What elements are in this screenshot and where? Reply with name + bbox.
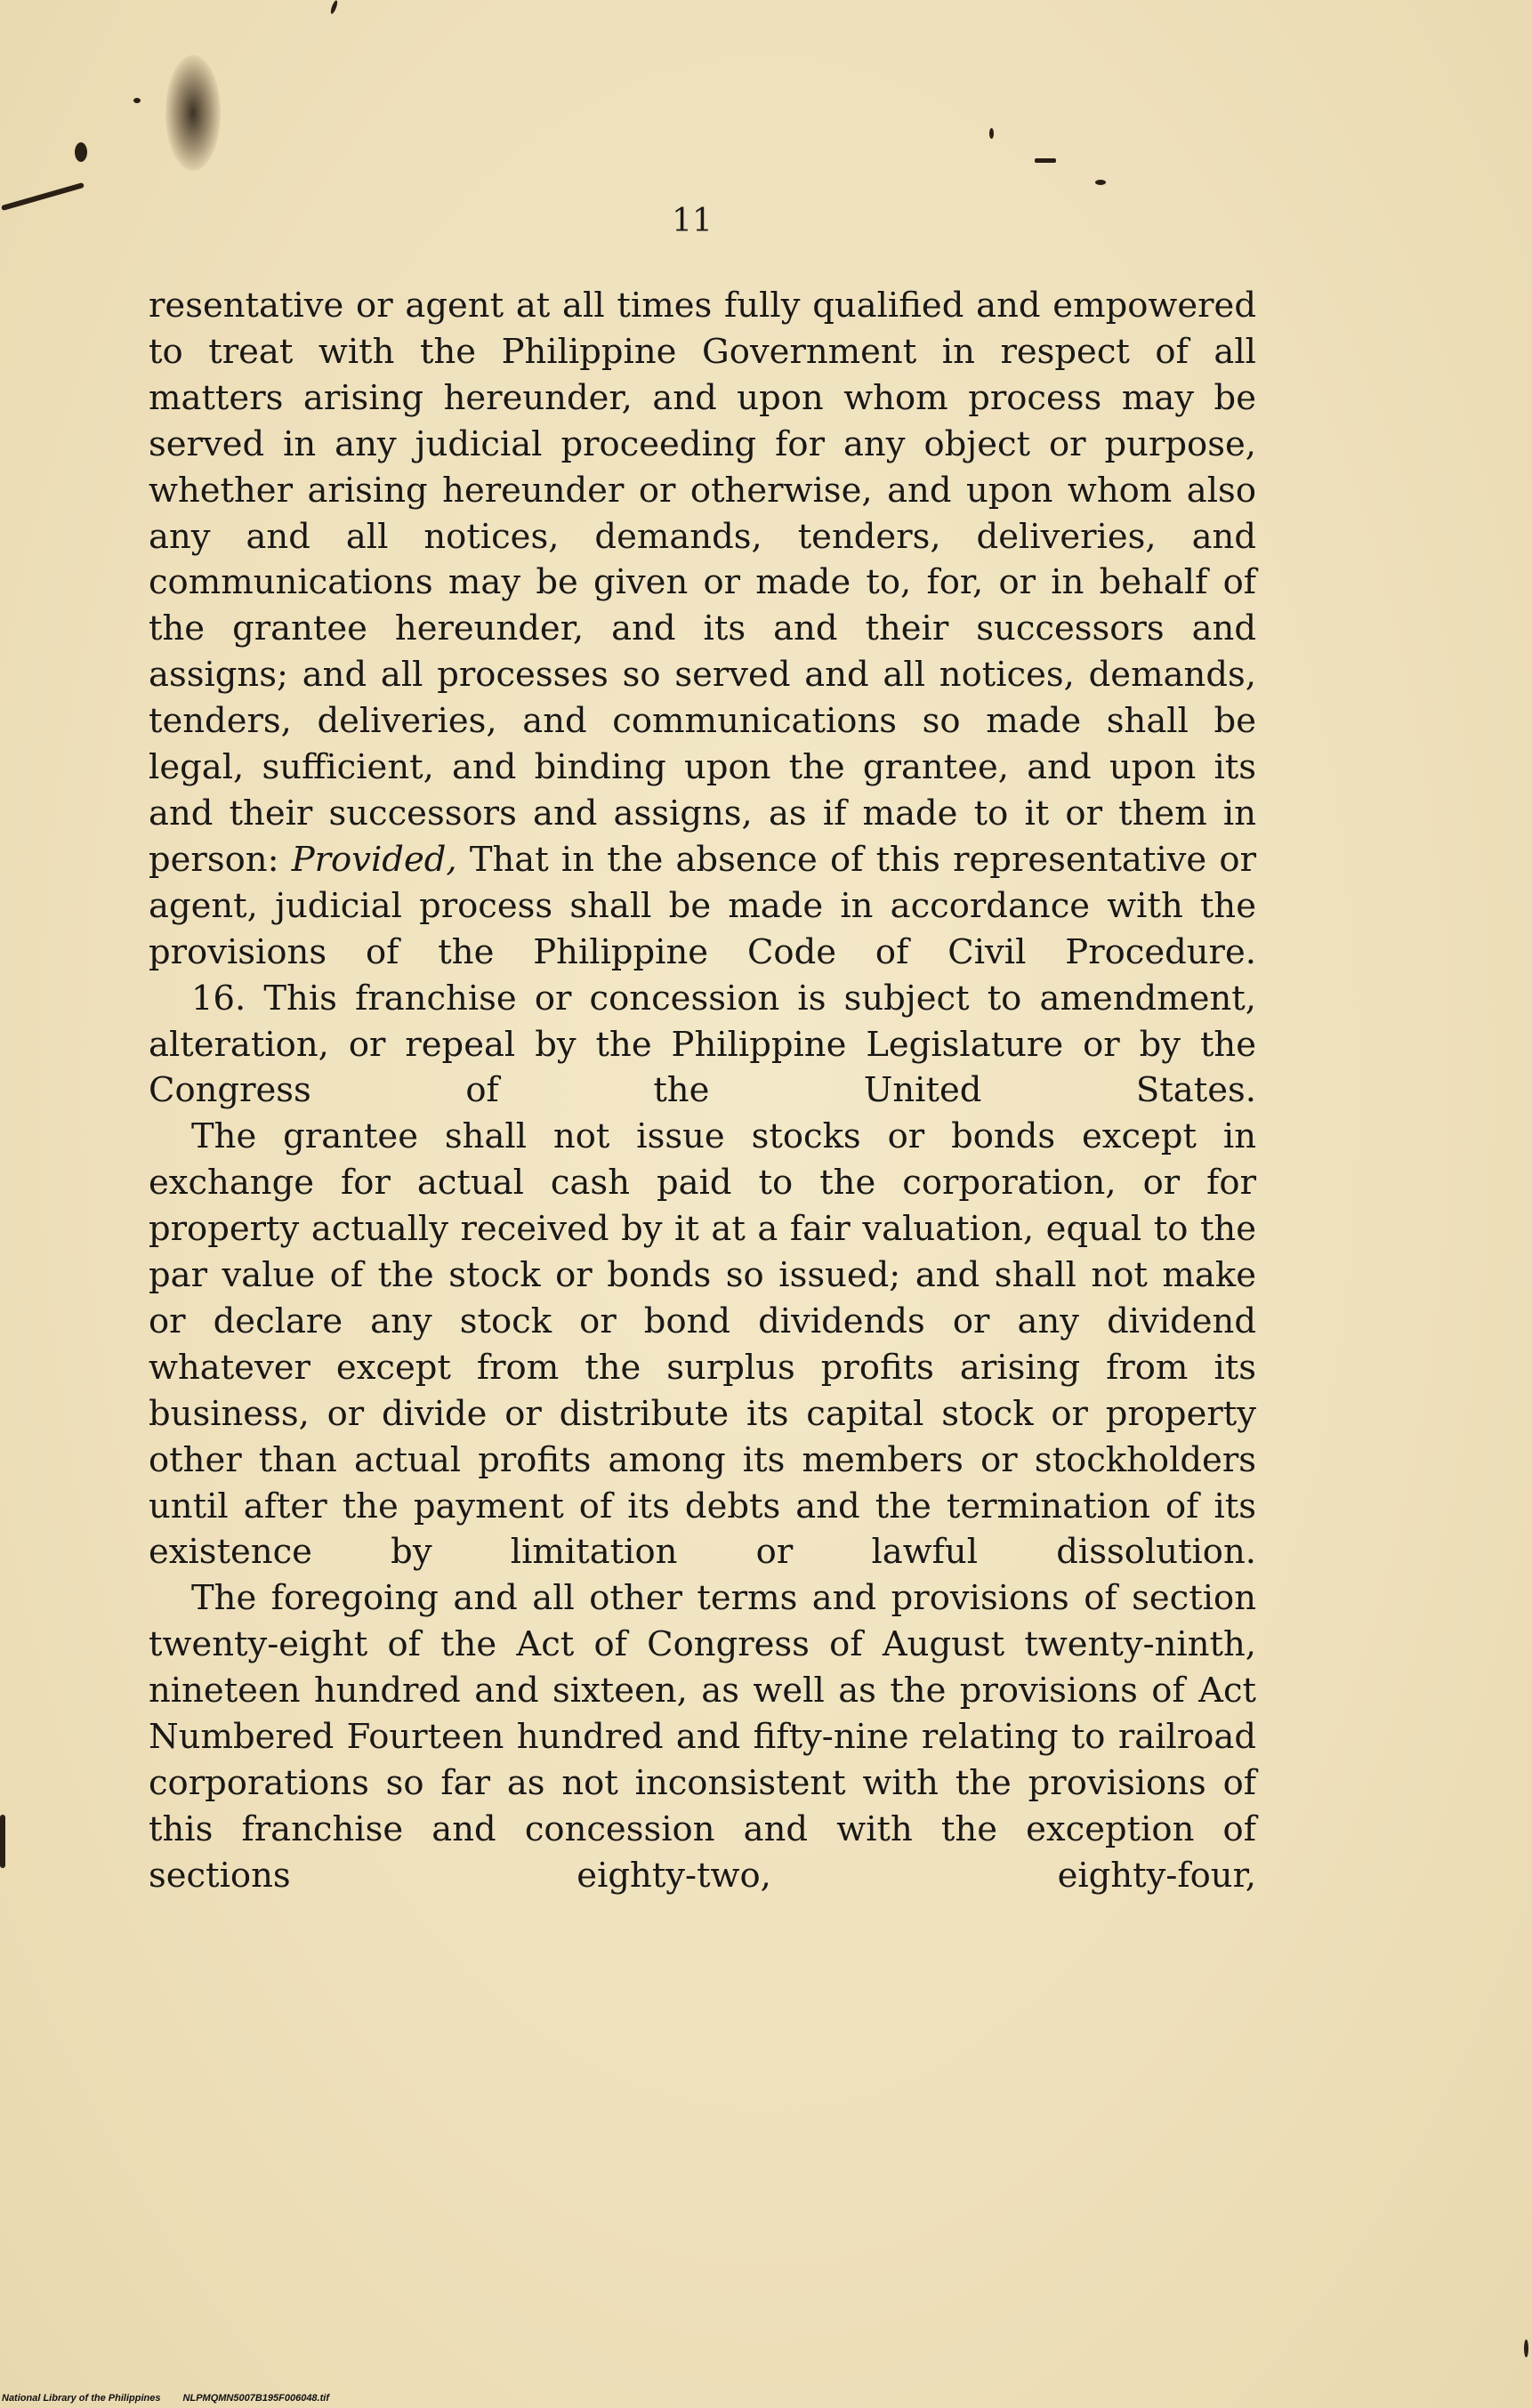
paragraph-foregoing-provisions: The foregoing and all other terms and provisions of section twenty-eight of the Act of Congress of August twenty-ninth, nineteen hundred and sixteen, as well as the provisions of Act Numbered Fourteen hundred and fifty-nine relating to railroad corporations so far as not inconsistent with the provisions of this franchise and concession and with the exception of sections eighty-two, eighty-four, [149,1578,1256,1896]
paragraph-stocks-bonds: The grantee shall not issue stocks or bonds except in exchange for actual cash paid to the corporation, or for property actually received by it at a fair valuation, equal to the par value of the stock or bonds so issued; and shall not make or declare any stock or bond dividends or any dividend whatever except from the surplus profits arising from its business, or divide or distribute its capital stock or property other than actual profits among its members or stockholders until after the payment of its debts and the termination of its existence by limitation or lawful dissolution. [149,1116,1256,1573]
ink-speck [1095,180,1106,185]
ink-stain [165,55,221,171]
ink-speck [75,142,87,162]
proviso-emphasis: Provided, [291,839,457,880]
paragraph-representative-agent [149,283,1256,976]
paragraph-section-16: 16. This franchise or concession is subject to amendment, alteration, or repeal by the Philippine Legislature or by the Congress of the United States. [149,978,1256,1111]
ink-speck [329,0,338,14]
ink-speck [989,128,994,139]
ink-speck [1524,2340,1528,2357]
body-text [149,283,1256,1899]
ink-speck [0,1815,5,1868]
ink-speck [133,98,141,103]
footer-file-id: NLPMQMN5007B195F006048.tif [182,2393,329,2404]
paragraph-text-continued: That in the absence of this representative or agent, judicial process shall be made in accordance with the provisions of the Philippine Code of Civil Procedure. [149,839,1256,972]
ink-speck [1035,158,1056,163]
page-number: 11 [672,203,713,239]
paragraph-text: resentative or agent at all times fully qualified and empowered to treat with the Philippine Government in respect of all matters arising hereunder, and upon whom process may be served in any judicial proceeding for any object or purpose, whether arising hereunder or otherwise, and upon whom also any and all notices, demands, tenders, deliveries, and communications may be given or made to, for, or in behalf of the grantee hereunder, and its and their successors and assigns; and all processes so served and all notices, demands, tenders, deliveries, and communications so made shall be legal, sufficient, and binding upon the grantee, and upon its and their successors and assigns, as if made to it or them in person: [149,286,1256,880]
footer-library-name: National Library of the Philippines [2,2393,161,2404]
scan-footer [2,2393,329,2404]
